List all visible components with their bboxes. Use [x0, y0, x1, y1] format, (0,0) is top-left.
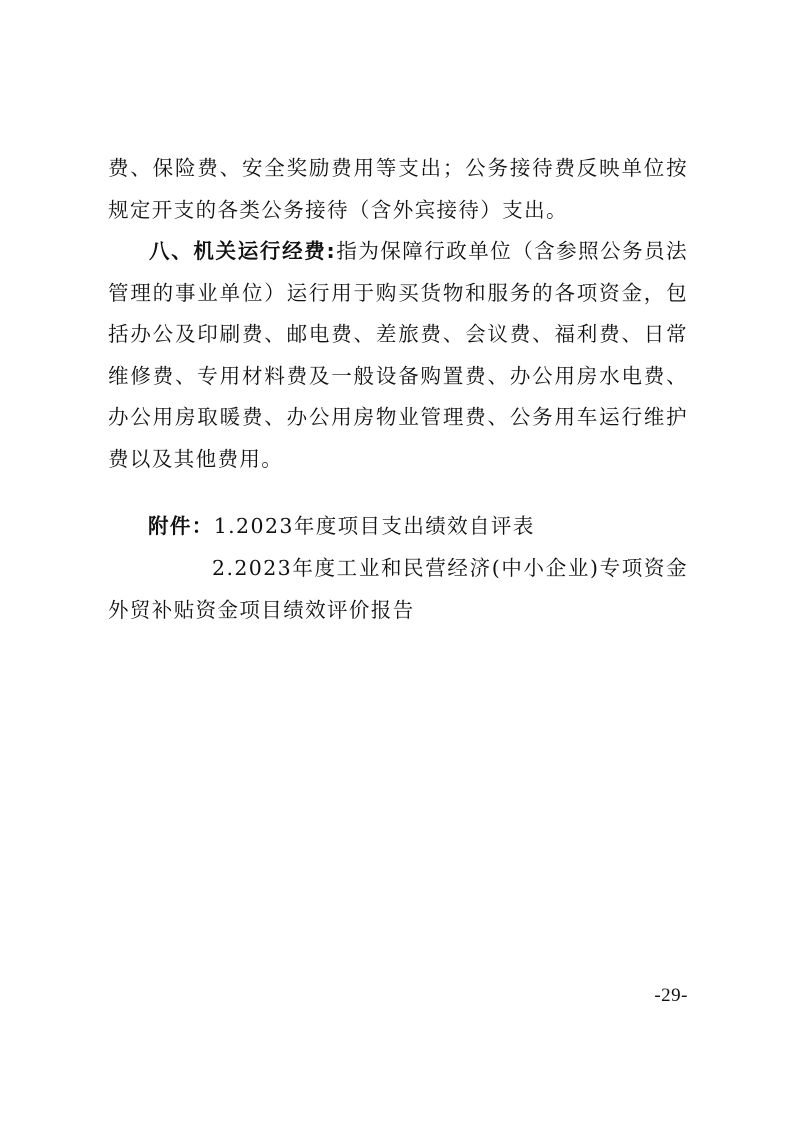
attachment-item-2: 2.2023年度工业和民营经济(中小企业)专项资金外贸补贴资金项目绩效评价报告 — [108, 556, 688, 622]
attachment-label: 附件： — [148, 514, 214, 538]
section-8-heading: 八、机关运行经费 — [149, 239, 327, 263]
page-number: -29- — [654, 985, 688, 1006]
attachment-line-1 — [148, 506, 688, 548]
paragraph-continuation: 费、保险费、安全奖励费用等支出；公务接待费反映单位按规定开支的各类公务接待（含外宾接待）支出。 — [108, 156, 688, 222]
section-8-colon: : — [326, 239, 337, 263]
section-8-body: 指为保障行政单位（含参照公务员法管理的事业单位）运行用于购买货物和服务的各项资金，包括办公及印刷费、邮电费、差旅费、会议费、福利费、日常维修费、专用材料费及一般设备购置费、办公用房水电费、办公用房取暖费、办公用房物业管理费、公务用车运行维护费以及其他费用。 — [108, 239, 688, 471]
section-8-paragraph — [108, 231, 688, 480]
attachment-item-1: 1.2023年度项目支出绩效自评表 — [213, 514, 535, 538]
